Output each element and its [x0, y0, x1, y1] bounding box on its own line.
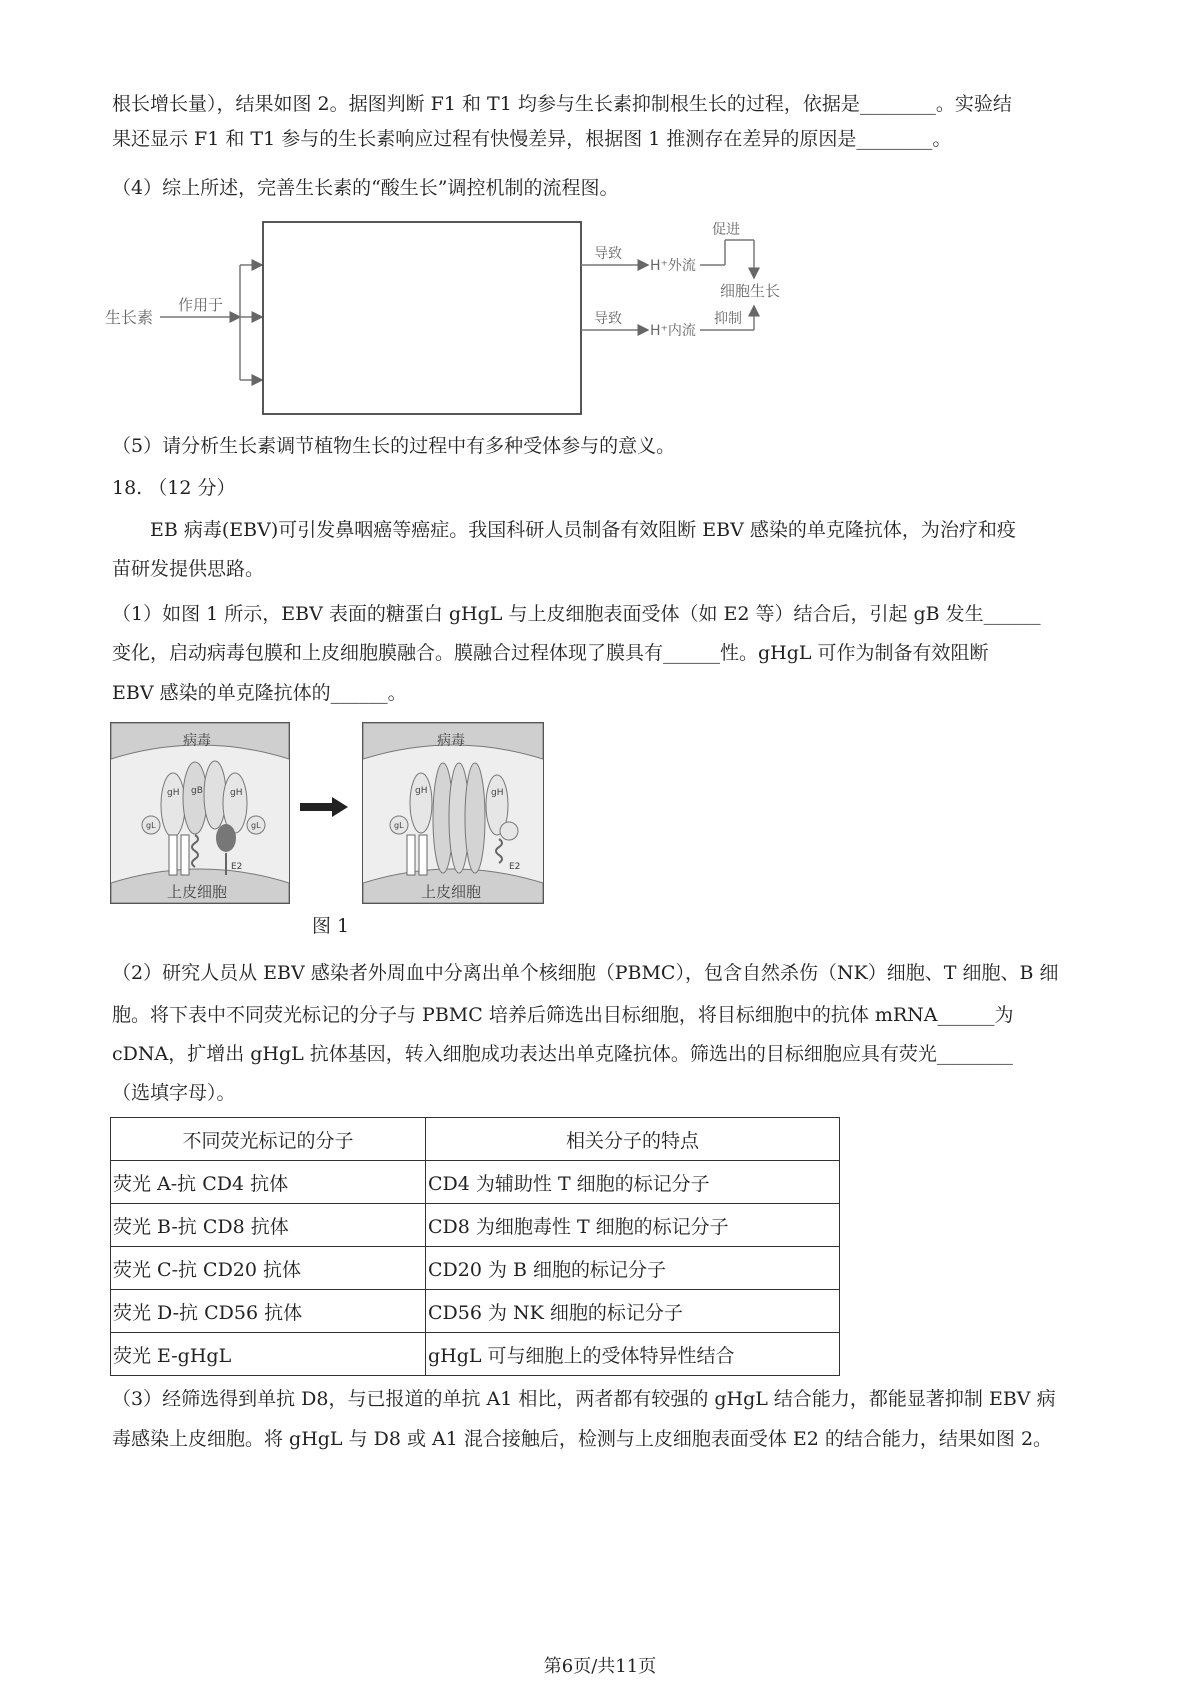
text-line: （1）如图 1 所示，EBV 表面的糖蛋白 gHgL 与上皮细胞表面受体（如 E2 等）结合后，引起 gB 发生______ [112, 603, 1041, 625]
gh-label-right: gH [230, 788, 243, 798]
figure1-caption: 图 1 [312, 915, 350, 937]
epithelial-cell-label-after: 上皮细胞 [421, 883, 482, 901]
figure1-before-drawing [111, 723, 289, 903]
table-cell: 荧光 A-抗 CD4 抗体 [111, 1161, 426, 1204]
flow-inhibit-label: 抑制 [714, 311, 742, 327]
e2-label-after: E2 [509, 862, 521, 872]
table-row [111, 1204, 840, 1247]
flow-cell-growth-label: 细胞生长 [720, 282, 781, 300]
text-line: （2）研究人员从 EBV 感染者外周血中分离出单个核细胞（PBMC），包含自然杀伤（NK）细胞、T 细胞、B 细 [112, 962, 1059, 984]
fluorescent-molecule-table [110, 1117, 840, 1376]
gl-label-right: gL [251, 821, 261, 830]
flow-efflux-label: H⁺外流 [650, 258, 696, 274]
table-row [111, 1161, 840, 1204]
text-line: （5）请分析生长素调节植物生长的过程中有多种受体参与的意义。 [112, 435, 676, 457]
page-number-footer: 第6页/共11页 [543, 1656, 657, 1677]
gh-label-after-left: gH [415, 786, 428, 796]
figure1-after-drawing [363, 723, 543, 903]
table-row [111, 1290, 840, 1333]
flow-influx-label: H⁺内流 [650, 323, 696, 339]
text-line: （4）综上所述，完善生长素的“酸生长”调控机制的流程图。 [112, 177, 619, 199]
table-cell: CD8 为细胞毒性 T 细胞的标记分子 [426, 1204, 840, 1247]
table-cell: 荧光 C-抗 CD20 抗体 [111, 1247, 426, 1290]
text-line: 胞。将下表中不同荧光标记的分子与 PBMC 培养后筛选出目标细胞，将目标细胞中的抗体 mRNA______为 [112, 1004, 1014, 1026]
table-header-cell: 不同荧光标记的分子 [111, 1118, 426, 1161]
flow-promote-label: 促进 [712, 222, 740, 238]
gh-label-after-right: gH [491, 788, 504, 798]
table-cell: 荧光 B-抗 CD8 抗体 [111, 1204, 426, 1247]
gb-label: gB [191, 786, 203, 796]
gh-label-left: gH [167, 788, 180, 798]
flow-acts-on-label: 作用于 [178, 296, 224, 314]
gl-label-after-left: gL [394, 821, 404, 830]
text-line: （选填字母）。 [112, 1082, 236, 1104]
epithelial-cell-label: 上皮细胞 [167, 883, 228, 901]
table-cell: 荧光 E-gHgL [111, 1333, 426, 1376]
text-line: （3）经筛选得到单抗 D8，与已报道的单抗 A1 相比，两者都有较强的 gHgL 结合能力，都能显著抑制 EBV 病 [112, 1388, 1056, 1410]
text-line: 果还显示 F1 和 T1 参与的生长素响应过程有快慢差异，根据图 1 推测存在差异的原因是________。 [112, 128, 952, 150]
table-row [111, 1247, 840, 1290]
text-line: 毒感染上皮细胞。将 gHgL 与 D8 或 A1 混合接触后，检测与上皮细胞表面受体 E2 的结合能力，结果如图 2。 [112, 1428, 1053, 1450]
table-cell: CD56 为 NK 细胞的标记分子 [426, 1290, 840, 1333]
table-row [111, 1333, 840, 1376]
figure1-arrow [298, 795, 350, 819]
gl-label-left: gL [146, 821, 156, 830]
text-line: 苗研发提供思路。 [112, 558, 265, 580]
text-line: cDNA，扩增出 gHgL 抗体基因，转入细胞成功表达出单克隆抗体。筛选出的目标细胞应具有荧光________ [112, 1043, 1013, 1065]
table-header-row [111, 1118, 840, 1161]
table-header-cell: 相关分子的特点 [426, 1118, 840, 1161]
virus-label-after: 病毒 [437, 733, 465, 749]
flow-start-label: 生长素 [105, 308, 154, 327]
flow-leads-top-label: 导致 [594, 246, 622, 262]
figure1-panel-before [110, 722, 290, 904]
table-cell: CD4 为辅助性 T 细胞的标记分子 [426, 1161, 840, 1204]
text-line: EBV 感染的单克隆抗体的______。 [112, 682, 407, 704]
table-cell: gHgL 可与细胞上的受体特异性结合 [426, 1333, 840, 1376]
figure1-panel-after [362, 722, 544, 904]
text-line: 18. （12 分） [112, 477, 236, 499]
text-line: 根长增长量），结果如图 2。据图判断 F1 和 T1 均参与生长素抑制根生长的过程，依据是________。实验结 [112, 93, 1012, 115]
auxin-flowchart [100, 210, 840, 425]
table-cell: CD20 为 B 细胞的标记分子 [426, 1247, 840, 1290]
e2-label: E2 [231, 862, 243, 872]
flow-leads-bottom-label: 导致 [594, 311, 622, 327]
text-line: 变化，启动病毒包膜和上皮细胞膜融合。膜融合过程体现了膜具有______性。gHgL 可作为制备有效阻断 [112, 642, 989, 664]
flow-blank-box [263, 222, 581, 414]
virus-label: 病毒 [183, 733, 211, 749]
text-line: EB 病毒(EBV)可引发鼻咽癌等癌症。我国科研人员制备有效阻断 EBV 感染的单克隆抗体，为治疗和疫 [150, 519, 1016, 541]
table-cell: 荧光 D-抗 CD56 抗体 [111, 1290, 426, 1333]
